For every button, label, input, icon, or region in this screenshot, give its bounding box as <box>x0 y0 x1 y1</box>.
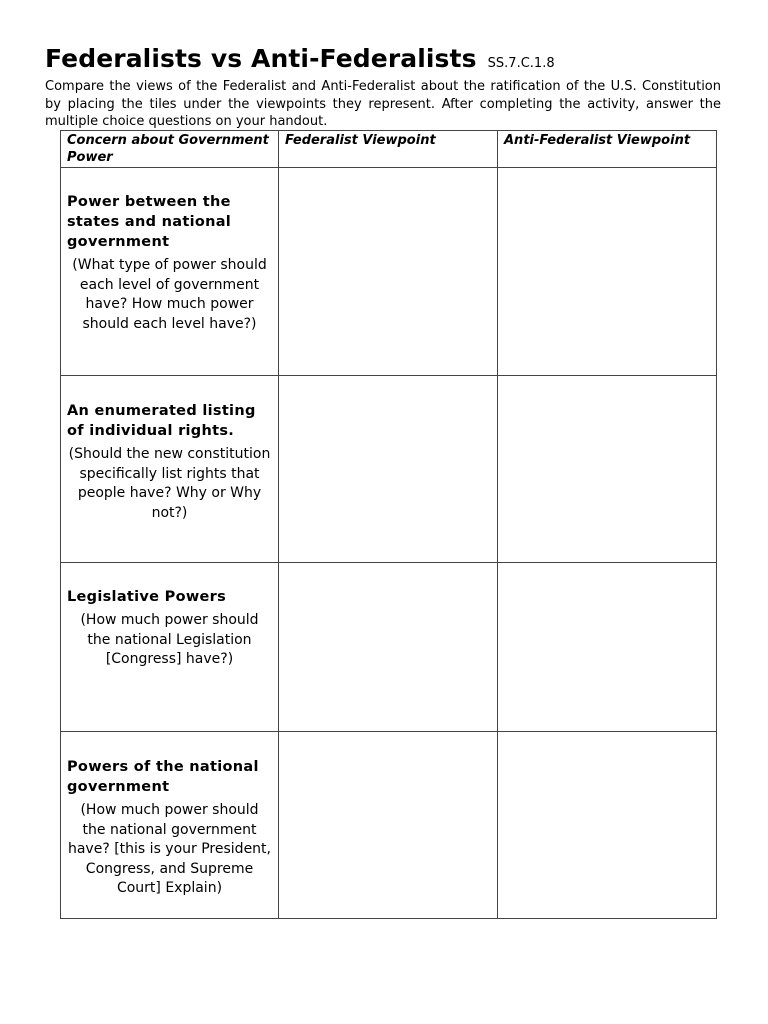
concern-title: Powers of the national government <box>67 759 259 795</box>
anti-federalist-drop-cell[interactable] <box>498 563 717 732</box>
viewpoint-table <box>60 130 717 919</box>
table-header-row <box>61 131 717 168</box>
table-row <box>61 168 717 376</box>
concern-question: (Should the new constitution specifically list rights that people have? Why or Why not?) <box>68 446 271 521</box>
header-federalist: Federalist Viewpoint <box>279 131 498 168</box>
header-concern: Concern about Government Power <box>61 131 279 168</box>
table-row <box>61 376 717 563</box>
concern-title: Legislative Powers <box>67 589 227 605</box>
federalist-drop-cell[interactable] <box>279 168 498 376</box>
concern-cell <box>61 376 279 563</box>
header-anti-federalist: Anti-Federalist Viewpoint <box>498 131 717 168</box>
concern-question: (What type of power should each level of government have? How much power should each level have?) <box>72 257 267 332</box>
table-row <box>61 563 717 732</box>
anti-federalist-drop-cell[interactable] <box>498 168 717 376</box>
concern-cell <box>61 732 279 919</box>
federalist-drop-cell[interactable] <box>279 732 498 919</box>
concern-question: (How much power should the national government have? [this is your President, Congress, and Supreme Court] Explain) <box>67 802 271 897</box>
concern-title: Power between the states and national government <box>67 194 232 250</box>
concern-question: (How much power should the national Legislation [Congress] have?) <box>80 612 259 668</box>
table-row <box>61 732 717 919</box>
instructions: Compare the views of the Federalist and Anti-Federalist about the ratification of the U.S. Constitution by placing the tiles under the viewpoints they represent. After completing the activity, answer the multiple choice questions on your handout. <box>45 79 721 129</box>
concern-cell <box>61 563 279 732</box>
anti-federalist-drop-cell[interactable] <box>498 732 717 919</box>
page-title: Federalists vs Anti-Federalists <box>45 44 477 73</box>
standard-code: SS.7.C.1.8 <box>487 56 555 71</box>
title-row <box>45 44 555 73</box>
concern-title: An enumerated listing of individual rights. <box>67 403 256 439</box>
concern-cell <box>61 168 279 376</box>
federalist-drop-cell[interactable] <box>279 376 498 563</box>
anti-federalist-drop-cell[interactable] <box>498 376 717 563</box>
federalist-drop-cell[interactable] <box>279 563 498 732</box>
